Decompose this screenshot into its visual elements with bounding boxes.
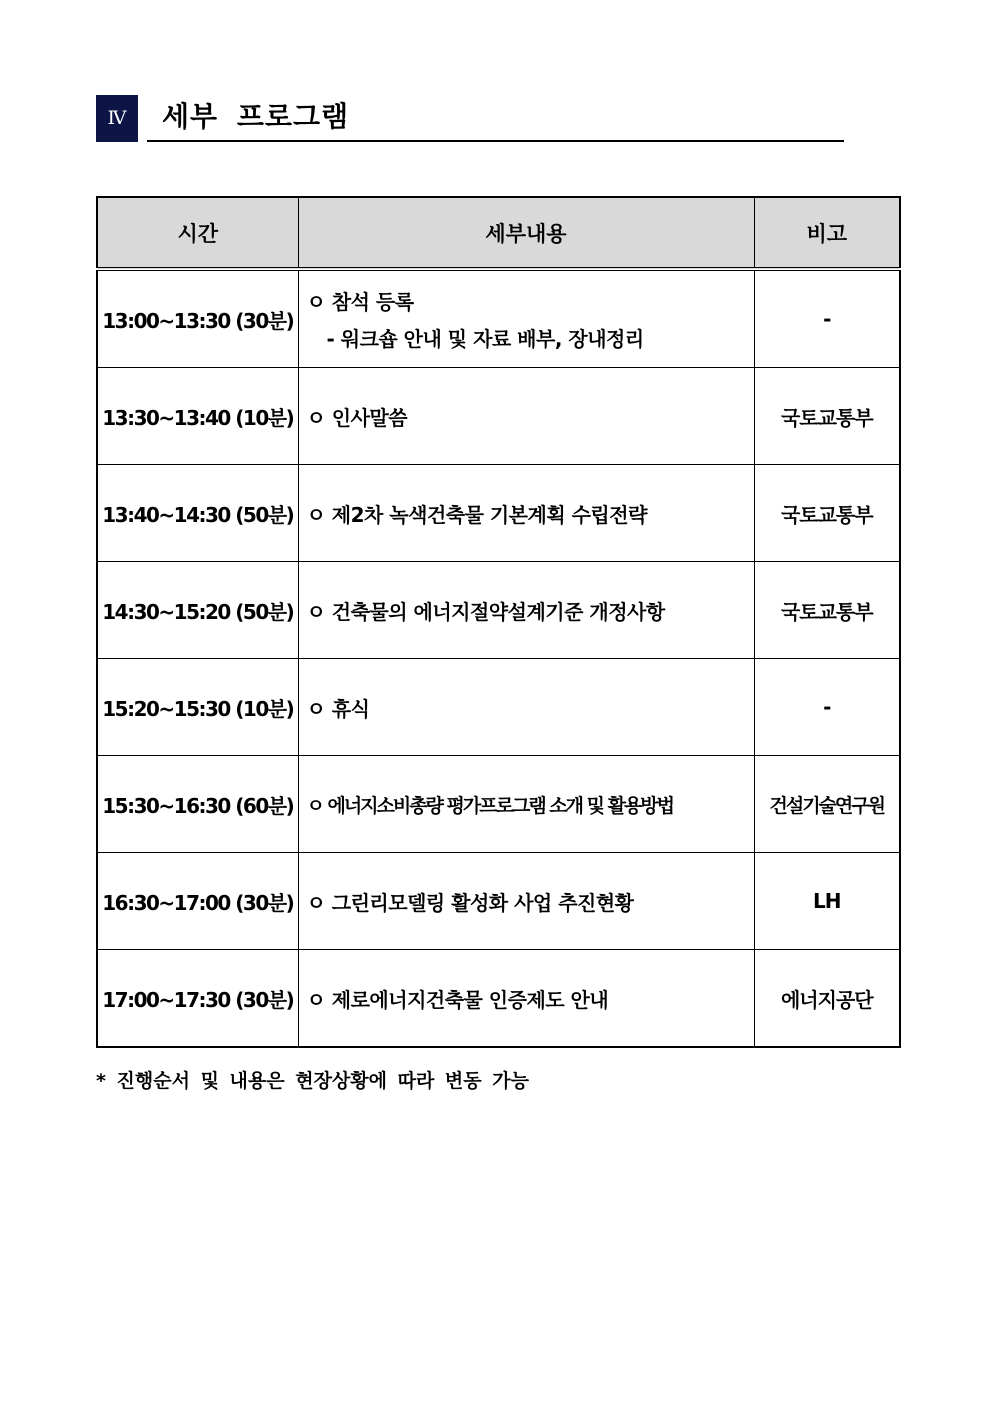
header-time: 시간 <box>97 197 298 269</box>
content-cell: ㅇ 인사말씀 <box>298 368 754 465</box>
program-schedule-table <box>96 196 901 1048</box>
time-cell: 16:30~17:00 (30분) <box>97 853 298 950</box>
table-row <box>97 756 900 853</box>
header-remark: 비고 <box>754 197 900 269</box>
time-cell: 17:00~17:30 (30분) <box>97 950 298 1048</box>
time-cell: 13:30~13:40 (10분) <box>97 368 298 465</box>
content-cell: ㅇ 휴식 <box>298 659 754 756</box>
section-title: 세부 프로그램 <box>162 100 350 133</box>
remark-cell: 국토교통부 <box>754 368 900 465</box>
remark-cell: - <box>754 269 900 368</box>
table-row <box>97 950 900 1048</box>
remark-cell: 에너지공단 <box>754 950 900 1048</box>
table-row <box>97 853 900 950</box>
remark-cell: - <box>754 659 900 756</box>
table-row <box>97 659 900 756</box>
table-row <box>97 368 900 465</box>
section-number-badge: Ⅳ <box>96 95 138 142</box>
remark-cell: LH <box>754 853 900 950</box>
content-subtext: - 워크숍 안내 및 자료 배부, 장내정리 <box>326 327 644 351</box>
time-cell: 13:40~14:30 (50분) <box>97 465 298 562</box>
content-cell: ㅇ 그린리모델링 활성화 사업 추진현황 <box>298 853 754 950</box>
section-header <box>96 95 844 143</box>
content-cell <box>298 269 754 368</box>
remark-cell: 국토교통부 <box>754 562 900 659</box>
table-header-row <box>97 197 900 269</box>
footnote: * 진행순서 및 내용은 현장상황에 따라 변동 가능 <box>96 1070 529 1092</box>
content-cell: ㅇ 제로에너지건축물 인증제도 안내 <box>298 950 754 1048</box>
title-underline <box>147 140 844 142</box>
time-cell: 15:20~15:30 (10분) <box>97 659 298 756</box>
table-row <box>97 562 900 659</box>
content-cell: ㅇ 건축물의 에너지절약설계기준 개정사항 <box>298 562 754 659</box>
content-cell: ㅇ 제2차 녹색건축물 기본계획 수립전략 <box>298 465 754 562</box>
content-text: ㅇ 참석 등록 <box>306 290 414 314</box>
table-row <box>97 269 900 368</box>
time-cell: 15:30~16:30 (60분) <box>97 756 298 853</box>
remark-cell: 건설기술연구원 <box>754 756 900 853</box>
header-content: 세부내용 <box>298 197 754 269</box>
table-row <box>97 465 900 562</box>
time-cell: 13:00~13:30 (30분) <box>97 269 298 368</box>
time-cell: 14:30~15:20 (50분) <box>97 562 298 659</box>
content-cell: ㅇ 에너지소비총량 평가프로그램 소개 및 활용방법 <box>298 756 754 853</box>
remark-cell: 국토교통부 <box>754 465 900 562</box>
